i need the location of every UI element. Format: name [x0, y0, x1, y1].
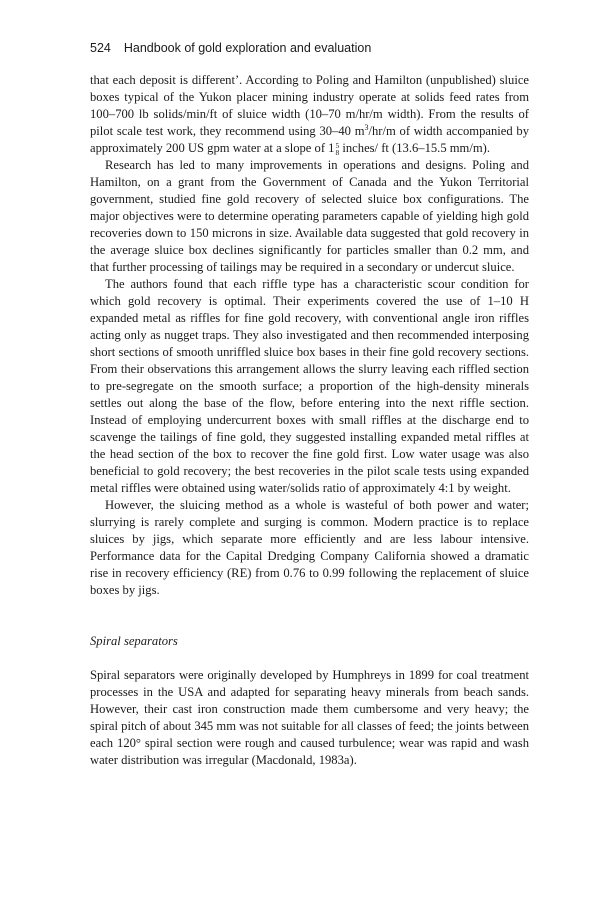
body-text [90, 72, 529, 769]
section-heading: Spiral separators [90, 634, 178, 648]
page-number: 524 [90, 41, 111, 55]
paragraph-4: However, the sluicing method as a whole is wasteful of both power and water; slurrying is rarely complete and surging is common. Modern practice is to replace sluices by jigs, which separate more efficiently and are less labour intensive. Performance data for the Capital Dredging Company California showed a dramatic rise in recovery efficiency (RE) from 0.76 to 0.99 following the replacement of sluice boxes by jigs. [90, 498, 529, 597]
cubed-superscript: 3 [364, 123, 369, 132]
paragraph-1 [90, 72, 529, 157]
paragraph-1-part-c: inches/ ft (13.6–15.5 mm/m). [339, 141, 490, 155]
fraction-numerator: 5 [335, 141, 340, 150]
paragraph-1-part-a: that each deposit is different’. According to Poling and Hamilton (unpublished) sluice boxes typical of the Yukon placer mining industry operate at solids feed rates from 100–700 lb solids/min/ft of sluice width (10–70 m/hr/m width). From the results of pilot scale test work, they recommend using 30–40 m [90, 73, 529, 138]
paragraph-5: Spiral separators were originally developed by Humphreys in 1899 for coal treatment processes in the USA and adapted for separating heavy minerals from beach sands. However, their cast iron construction made them cumbersome and very heavy; the spiral pitch of about 345 mm was not suitable for all classes of feed; the joints between each 120° spiral section were rough and caused turbulence; wear was rapid and wash water distribution was irregular (Macdonald, 1983a). [90, 668, 529, 767]
paragraph-3: The authors found that each riffle type has a characteristic scour condition for which gold recovery is optimal. Their experiments covered the use of 1–10 H expanded metal as riffles for fine gold recovery, with conventional angle iron riffles acting only as nugget traps. They also investigated and then recommended interposing short sections of smooth unriffled sluice box bases in their fine gold recovery sections. From their observations this arrangement allows the slurry leaving each riffled section to pre-segregate on the smooth surface; a proportion of the high-density minerals settles out along the base of the flow, before entering into the next riffle section. Instead of employing undercurrent boxes with small riffles at the discharge end to scavenge the tailings of fine gold, they suggested installing expanded metal riffles at the head section of the box to recover the fine gold first. Low water usage was also beneficial to gold recovery; the best recoveries in the pilot scale tests using expanded metal riffles were obtained using water/solids ratio of approximately 4:1 by weight. [90, 277, 529, 495]
paragraph-1-part-b: /hr/m of width accompanied by approximately 200 US gpm water at a slope of 1 [90, 124, 529, 155]
paragraph-2: Research has led to many improvements in operations and designs. Poling and Hamilton, on a grant from the Government of Canada and the Yukon Territorial government, studied fine gold recovery of selected sluice box configurations. The major objectives were to determine operating parameters capable of yielding high gold recoveries down to 150 microns in size. Available data suggested that gold recovery in the average sluice box declines significantly for particles smaller than 0.2 mm, and that further processing of tailings may be required in a secondary or undercut sluice. [90, 158, 529, 274]
book-title: Handbook of gold exploration and evaluation [123, 41, 372, 55]
running-head [90, 40, 529, 56]
fraction-denominator: 8 [335, 148, 340, 157]
book-page [90, 40, 529, 769]
